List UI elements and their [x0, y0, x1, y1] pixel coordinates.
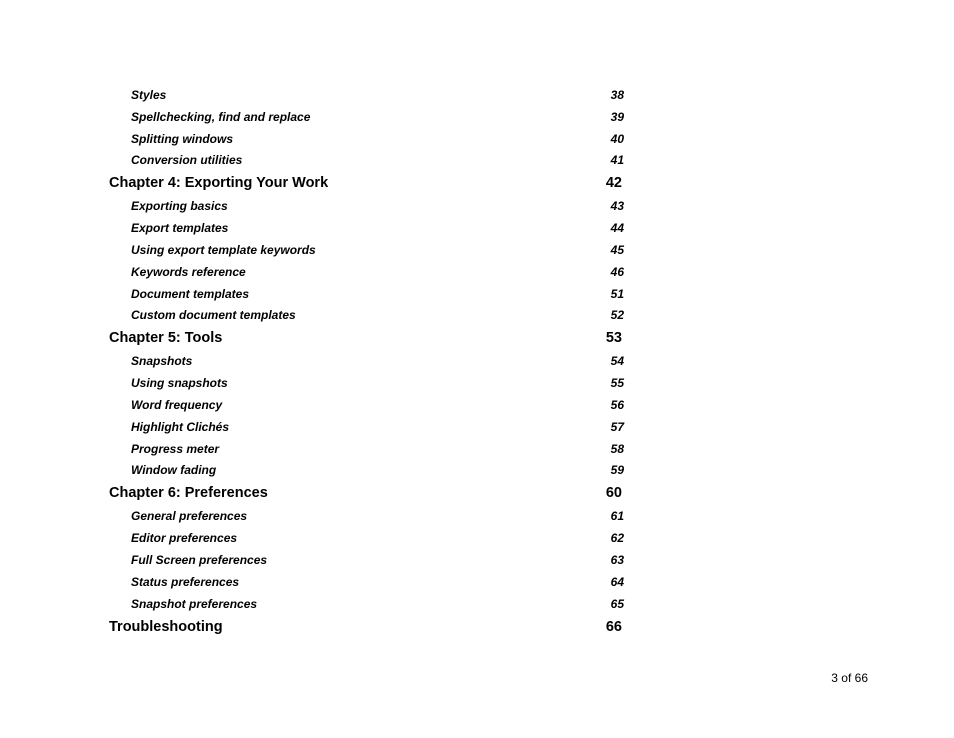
toc-section-entry[interactable] [0, 530, 954, 550]
toc-section-entry[interactable] [0, 242, 954, 262]
toc-entry-page: 44 [610, 221, 624, 236]
toc-section-entry[interactable] [0, 109, 954, 129]
toc-entry-title: Splitting windows [131, 131, 233, 146]
toc-section-entry[interactable] [0, 286, 954, 306]
toc-entry-page: 63 [610, 553, 624, 567]
toc-entry-page: 58 [610, 441, 624, 456]
toc-entry-title: Snapshot preferences [131, 596, 258, 611]
toc-entry-page: 39 [610, 109, 624, 124]
toc-section-entry[interactable] [0, 198, 954, 218]
toc-section-entry[interactable] [0, 220, 954, 240]
toc-entry-page: 61 [610, 509, 624, 524]
toc-entry-title: Editor preferences [131, 531, 238, 546]
toc-entry-page: 55 [610, 376, 624, 391]
toc-entry-title: Full Screen preferences [131, 553, 268, 567]
toc-section-entry[interactable] [0, 397, 954, 417]
toc-entry-title: Conversion utilities [131, 153, 243, 168]
toc-chapter-entry[interactable] [0, 618, 954, 638]
toc-chapter-entry[interactable] [0, 329, 954, 349]
toc-entry-page: 64 [610, 574, 624, 589]
toc-entry-page: 40 [610, 131, 624, 146]
toc-entry-page: 46 [610, 264, 624, 279]
toc-section-entry[interactable] [0, 87, 954, 107]
toc-section-entry[interactable] [0, 307, 954, 327]
toc-entry-title: Keywords reference [131, 264, 246, 279]
toc-section-entry[interactable] [0, 462, 954, 482]
page-number: 3 of 66 [831, 671, 868, 685]
toc-section-entry[interactable] [0, 131, 954, 151]
toc-entry-page: 41 [610, 153, 624, 168]
toc-entry-page: 57 [610, 419, 624, 434]
toc-section-entry[interactable] [0, 508, 954, 528]
toc-entry-title: Word frequency [131, 398, 223, 412]
toc-entry-title: Export templates [131, 221, 229, 236]
toc-entry-title: Spellchecking, find and replace [131, 109, 311, 124]
toc-section-entry[interactable] [0, 552, 954, 572]
toc-entry-page: 62 [610, 531, 624, 546]
toc-entry-page: 45 [610, 243, 624, 257]
toc-entry-title: Chapter 6: Preferences [109, 485, 268, 502]
toc-entry-page: 52 [610, 308, 624, 323]
toc-entry-page: 54 [610, 354, 624, 369]
toc-entry-title: Troubleshooting [109, 618, 223, 635]
toc-entry-page: 59 [610, 463, 624, 478]
toc-entry-page: 38 [610, 88, 624, 102]
toc-section-entry[interactable] [0, 264, 954, 284]
toc-entry-page: 65 [610, 596, 624, 611]
toc-section-entry[interactable] [0, 596, 954, 616]
toc-entry-title: Window fading [131, 463, 217, 478]
toc-entry-title: Using export template keywords [131, 243, 316, 257]
toc-entry-title: Highlight Clichés [131, 419, 230, 434]
toc-section-entry[interactable] [0, 353, 954, 373]
toc-entry-title: Styles [131, 88, 167, 102]
toc-entry-title: General preferences [131, 509, 248, 524]
toc-section-entry[interactable] [0, 152, 954, 172]
toc-entry-title: Chapter 4: Exporting Your Work [109, 175, 329, 192]
toc-section-entry[interactable] [0, 375, 954, 395]
toc-entry-title: Exporting basics [131, 199, 228, 214]
toc-entry-title: Snapshots [131, 354, 193, 369]
toc-entry-page: 43 [610, 199, 624, 214]
toc-section-entry[interactable] [0, 441, 954, 461]
toc-entry-title: Status preferences [131, 574, 240, 589]
toc-section-entry[interactable] [0, 419, 954, 439]
toc-entry-page: 60 [605, 485, 622, 502]
toc-entry-page: 51 [610, 286, 624, 301]
toc-entry-page: 42 [605, 175, 622, 192]
toc-entry-page: 66 [605, 618, 622, 635]
toc-entry-page: 56 [610, 398, 624, 412]
toc-chapter-entry[interactable] [0, 174, 954, 194]
toc-chapter-entry[interactable] [0, 484, 954, 504]
toc-entry-title: Chapter 5: Tools [109, 330, 223, 347]
toc-entry-page: 53 [605, 330, 622, 347]
toc-section-entry[interactable] [0, 574, 954, 594]
toc-entry-title: Using snapshots [131, 376, 228, 391]
toc-entry-title: Progress meter [131, 441, 220, 456]
toc-entry-title: Custom document templates [131, 308, 296, 323]
toc-entry-title: Document templates [131, 286, 250, 301]
